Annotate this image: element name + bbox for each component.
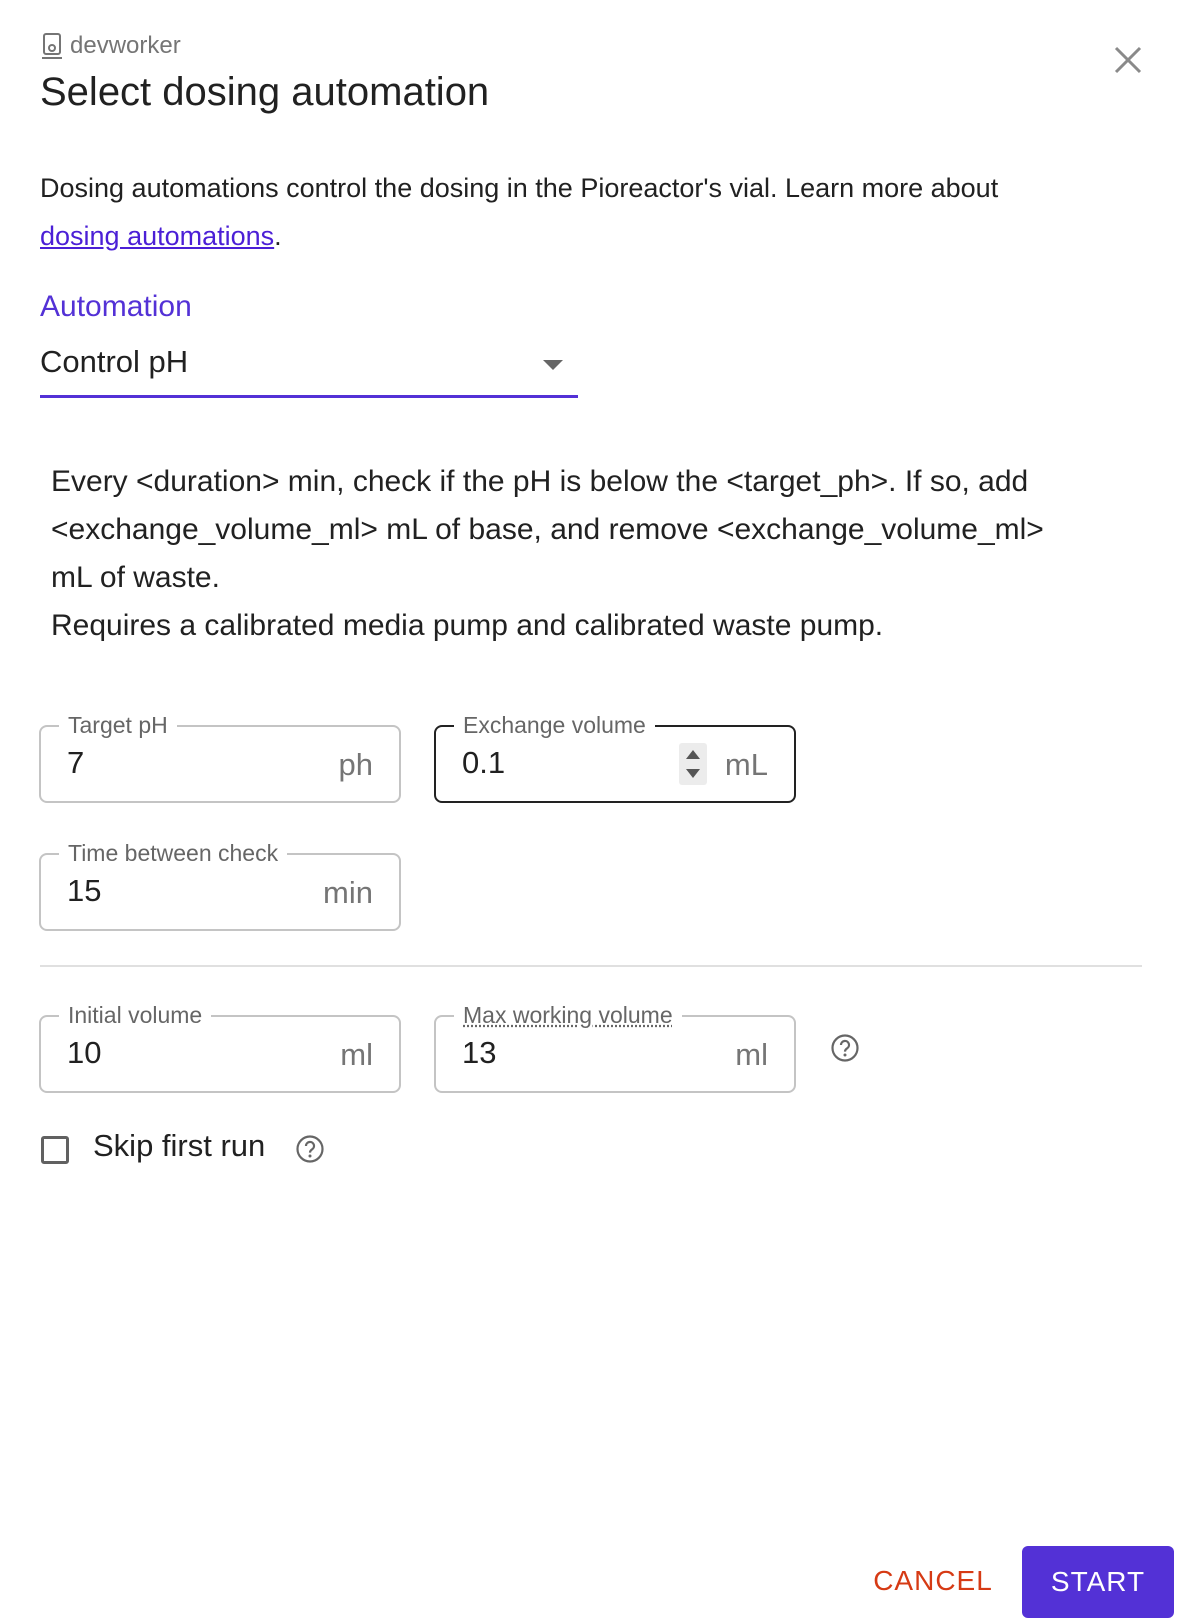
chevron-down-icon — [543, 360, 563, 370]
target-ph-field[interactable] — [39, 712, 401, 803]
initial-volume-field[interactable] — [39, 1002, 401, 1093]
unit-name: devworker — [70, 32, 181, 59]
max-working-volume-unit: ml — [735, 1037, 768, 1072]
description-line: Every <duration> min, check if the pH is below the <target_ph>. If so, add — [51, 465, 1029, 498]
automation-description — [51, 458, 1151, 650]
close-icon[interactable] — [1108, 40, 1148, 80]
skip-first-run-checkbox[interactable] — [41, 1136, 69, 1164]
automation-selected-value: Control pH — [40, 344, 189, 379]
intro-period: . — [274, 221, 282, 251]
start-button[interactable]: START — [1022, 1546, 1174, 1618]
skip-first-run-label: Skip first run — [93, 1128, 266, 1163]
intro-text: Dosing automations control the dosing in the Pioreactor's vial. Learn more about — [40, 173, 999, 203]
stepper-up-icon[interactable] — [686, 750, 700, 759]
target-ph-input[interactable] — [67, 745, 267, 781]
exchange-volume-label: Exchange volume — [454, 711, 655, 739]
unit-header — [40, 32, 181, 60]
max-working-volume-input[interactable] — [462, 1035, 662, 1071]
help-icon[interactable] — [830, 1033, 860, 1063]
cancel-button[interactable]: CANCEL — [873, 1565, 993, 1596]
intro-paragraph — [40, 164, 1140, 260]
target-ph-label: Target pH — [59, 711, 177, 739]
initial-volume-input[interactable] — [67, 1035, 267, 1071]
time-between-check-label: Time between check — [59, 839, 287, 867]
max-working-volume-field[interactable] — [434, 1002, 796, 1093]
max-working-volume-label: Max working volume — [454, 1001, 682, 1029]
target-ph-unit: ph — [338, 747, 373, 782]
initial-volume-label: Initial volume — [59, 1001, 211, 1029]
time-between-check-unit: min — [323, 875, 373, 910]
device-icon — [40, 32, 64, 60]
initial-volume-unit: ml — [340, 1037, 373, 1072]
help-icon[interactable] — [295, 1134, 325, 1164]
stepper-down-icon[interactable] — [686, 769, 700, 778]
description-line: <exchange_volume_ml> mL of base, and remove <exchange_volume_ml> — [51, 513, 1044, 546]
automation-label: Automation — [40, 290, 192, 323]
exchange-volume-input[interactable] — [462, 745, 662, 781]
exchange-volume-unit: mL — [724, 747, 768, 782]
number-stepper[interactable] — [679, 743, 707, 785]
automation-select[interactable] — [40, 340, 578, 398]
dosing-automations-link[interactable]: dosing automations — [40, 221, 275, 251]
description-line: mL of waste. — [51, 561, 220, 594]
time-between-check-input[interactable] — [67, 873, 267, 909]
divider — [40, 965, 1142, 967]
exchange-volume-field[interactable] — [434, 712, 796, 803]
dialog-title: Select dosing automation — [40, 70, 490, 114]
description-line: Requires a calibrated media pump and calibrated waste pump. — [51, 609, 884, 642]
time-between-check-field[interactable] — [39, 840, 401, 931]
